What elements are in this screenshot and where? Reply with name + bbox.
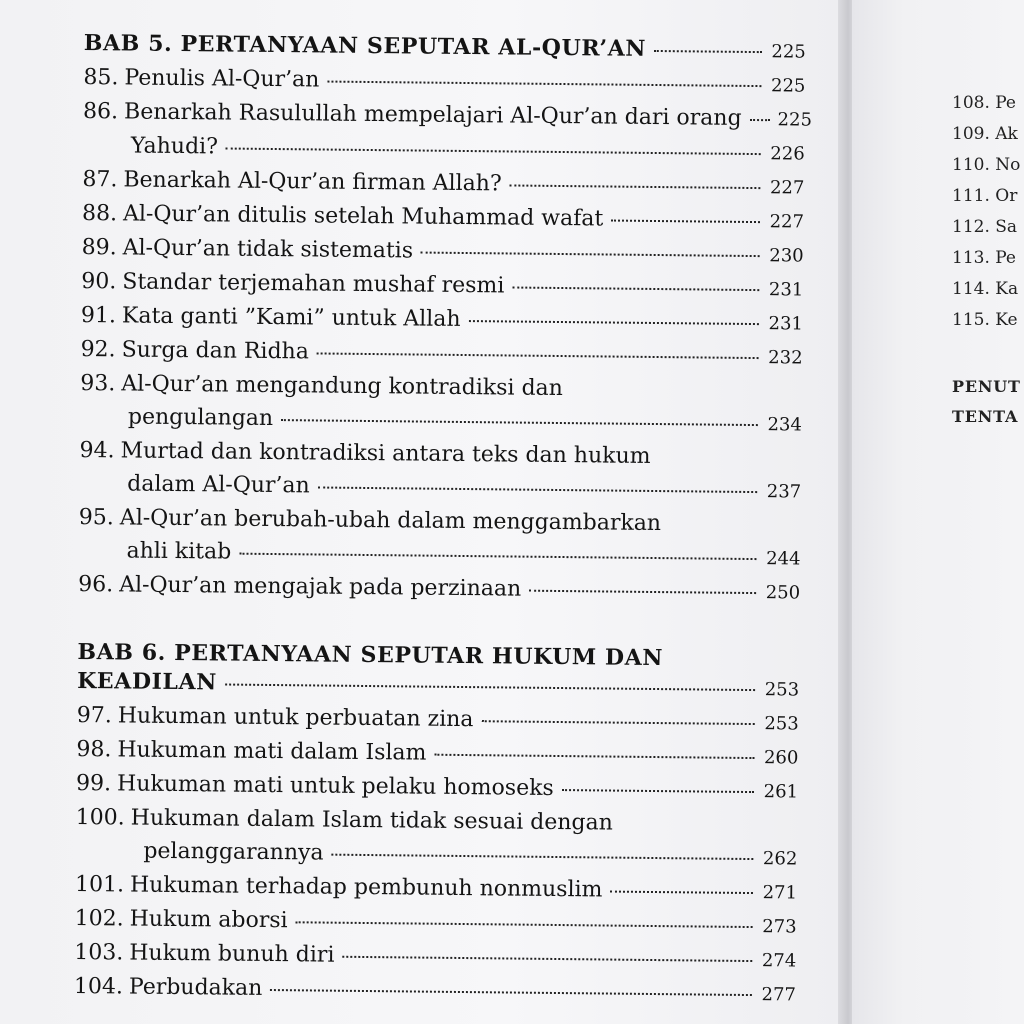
entry-number: 100.	[75, 804, 125, 831]
list-item: 110. No	[952, 155, 1021, 175]
page-number: 232	[768, 347, 803, 369]
dot-leader	[529, 590, 756, 594]
page-number: 253	[764, 679, 800, 701]
right-book-page	[852, 0, 1024, 1024]
page-number: 227	[769, 211, 805, 233]
entry-number: 89.	[81, 234, 117, 261]
dot-leader	[611, 220, 760, 224]
entry-number: 101.	[74, 871, 125, 898]
dot-leader	[239, 553, 756, 560]
dot-leader	[562, 789, 754, 793]
dot-leader	[317, 352, 759, 359]
dot-leader	[654, 50, 762, 53]
entry-number: 88.	[81, 200, 118, 227]
entry-title-continued: Yahudi?	[130, 133, 219, 160]
dot-leader	[512, 286, 759, 291]
entry-title: Hukuman dalam Islam tidak sesuai dengan	[130, 805, 613, 836]
dot-leader	[226, 147, 761, 155]
entry-number: 103.	[74, 939, 124, 966]
entry-number: 94.	[79, 437, 115, 464]
entry-number: 92.	[80, 336, 116, 363]
entry-number: 98.	[76, 736, 112, 763]
dot-leader	[469, 320, 759, 325]
right-page-heading	[952, 372, 1021, 432]
list-item: 113. Pe	[952, 248, 1016, 268]
list-item: 112. Sa	[952, 217, 1018, 237]
entry-title: Al-Qur’an ditulis setelah Muhammad wafat	[122, 201, 604, 232]
list-item: 111. Or	[952, 186, 1018, 206]
page-number: 262	[762, 848, 798, 870]
entry-title: Hukuman terhadap pembunuh nonmuslim	[129, 872, 603, 903]
entry-title: Hukum bunuh diri	[129, 940, 335, 968]
entry-title: Benarkah Al-Qur’an firman Allah?	[123, 167, 502, 197]
list-item: 109. Ak	[952, 124, 1018, 144]
dot-leader	[750, 119, 770, 121]
page-number: 250	[765, 582, 801, 604]
entry-title: Murtad dan kontradiksi antara teks dan hukum	[120, 438, 651, 469]
dot-leader	[332, 854, 754, 860]
entry-title: Hukum aborsi	[129, 906, 288, 934]
entry-number: 99.	[75, 770, 112, 797]
entry-title: Al-Qur’an berubah-ubah dalam menggambarkan	[119, 505, 662, 537]
entry-title: Standar terjemahan mushaf resmi	[122, 269, 505, 299]
entry-number: 86.	[82, 98, 119, 125]
page-number: 225	[771, 41, 806, 63]
dot-leader	[225, 684, 755, 692]
entry-number: 93.	[80, 370, 116, 397]
page-number: 253	[764, 713, 799, 735]
page-number: 231	[768, 279, 804, 301]
toc-entry	[74, 970, 796, 1012]
entry-number: 102.	[74, 905, 124, 932]
entry-title: Penulis Al-Qur’an	[124, 65, 320, 93]
list-item: 115. Ke	[952, 310, 1018, 330]
entry-title: Benarkah Rasulullah mempelajari Al-Qur’an dari orang	[123, 99, 742, 131]
dot-leader	[270, 989, 752, 996]
list-item: 108. Pe	[952, 93, 1016, 113]
page-number: 226	[770, 143, 805, 165]
entry-title: Hukuman mati dalam Islam	[117, 737, 427, 766]
entry-title-continued: pelanggarannya	[143, 838, 324, 866]
chapter-title: BAB 6. PERTANYAAN SEPUTAR HUKUM DAN	[77, 638, 664, 672]
entry-title: Al-Qur’an mengandung kontradiksi dan	[121, 371, 564, 402]
entry-number: 87.	[82, 166, 118, 193]
entry-title: Al-Qur’an mengajak pada perzinaan	[119, 572, 522, 602]
entry-number: 90.	[81, 268, 117, 295]
dot-leader	[434, 754, 754, 759]
entry-title-continued: ahli kitab	[126, 538, 232, 565]
entry-number: 104.	[73, 973, 124, 1000]
page-number: 277	[761, 984, 797, 1006]
page-number: 271	[762, 882, 798, 904]
heading-line: PENUT	[952, 377, 1021, 396]
dot-leader	[318, 486, 757, 493]
list-item: 114. Ka	[952, 279, 1019, 299]
dot-leader	[481, 720, 754, 725]
entry-title-continued: pengulangan	[127, 404, 274, 432]
dot-leader	[342, 956, 752, 962]
dot-leader	[296, 921, 753, 928]
page-number: 273	[762, 916, 797, 938]
chapter-title-continued: KEADILAN	[77, 667, 218, 696]
chapter-title: BAB 5. PERTANYAAN SEPUTAR AL-QUR’AN	[83, 29, 647, 62]
entry-title: Hukuman untuk perbuatan zina	[117, 703, 474, 733]
page-number: 234	[767, 414, 802, 436]
entry-title: Hukuman mati untuk pelaku homoseks	[116, 771, 554, 801]
entry-number: 95.	[78, 504, 115, 531]
page-number: 261	[763, 781, 799, 803]
page-number: 237	[766, 481, 802, 503]
dot-leader	[281, 419, 758, 426]
entry-number: 91.	[80, 302, 117, 329]
entry-number: 96.	[78, 571, 114, 598]
right-page-list	[952, 88, 1020, 336]
dot-leader	[421, 252, 760, 258]
table-of-contents	[73, 28, 813, 1012]
page-number: 231	[768, 313, 804, 335]
page-number: 227	[769, 177, 805, 199]
page-number: 225	[777, 109, 813, 131]
entry-title: Perbudakan	[128, 974, 263, 1001]
entry-number: 97.	[76, 702, 112, 729]
page-number: 244	[766, 548, 801, 570]
heading-line: TENTA	[952, 407, 1019, 426]
page-number: 274	[761, 950, 797, 972]
dot-leader	[510, 184, 761, 189]
page-number: 260	[763, 747, 799, 769]
entry-title: Surga dan Ridha	[121, 337, 310, 365]
entry-title: Kata ganti ”Kami” untuk Allah	[121, 303, 461, 332]
dot-leader	[327, 81, 761, 88]
entry-number: 85.	[83, 64, 119, 91]
entry-title-continued: dalam Al-Qur’an	[127, 471, 310, 499]
dot-leader	[610, 891, 753, 894]
page-number: 230	[769, 245, 804, 267]
entry-title: Al-Qur’an tidak sistematis	[122, 235, 414, 264]
page-number: 225	[770, 75, 806, 97]
